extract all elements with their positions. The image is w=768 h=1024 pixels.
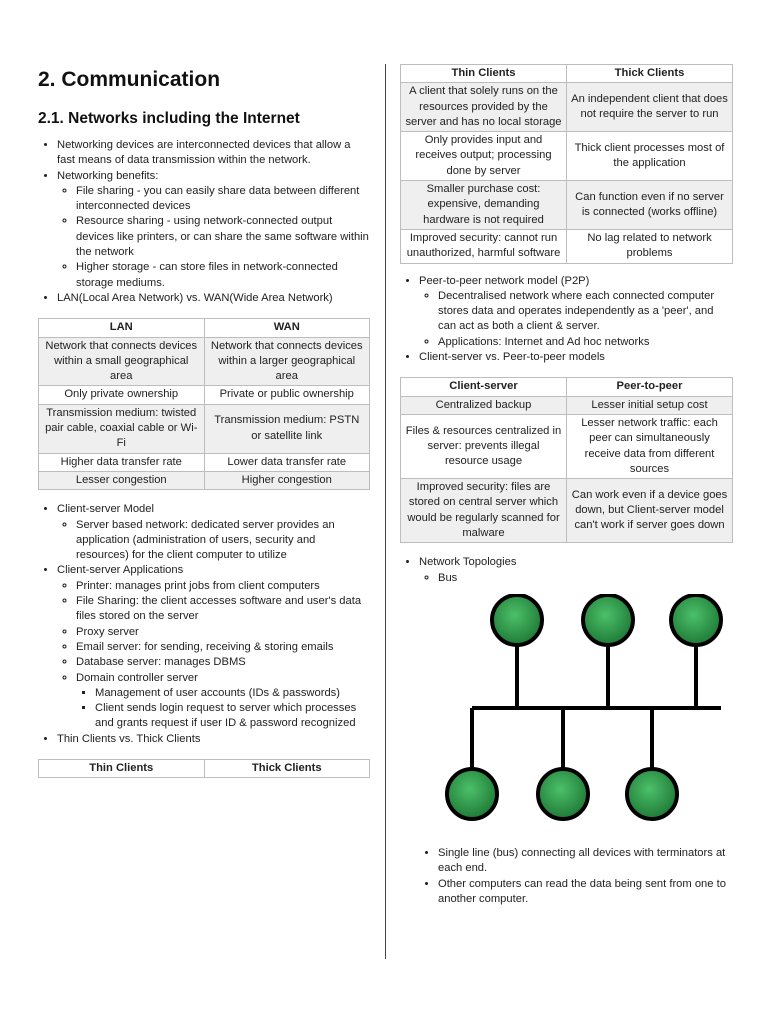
table-cell: Transmission medium: twisted pair cable, coaxial cable or Wi-Fi: [39, 404, 205, 453]
network-node: [538, 769, 588, 819]
page-title: 2. Communication: [38, 68, 221, 91]
topologies-list: [400, 555, 733, 586]
lan-wan-table: [38, 318, 370, 490]
list-item: • LAN(Local Area Network) vs. WAN(Wide Area Network): [57, 291, 370, 306]
table-cell: Improved security: cannot run unauthorized, harmful software: [401, 229, 567, 263]
list-item: • Network Topologies ◦ Bus: [419, 555, 733, 586]
list-item: ◦ Email server: for sending, receiving & storing emails: [76, 640, 370, 655]
table-cell: Improved security: files are stored on central server which would be regularly scanned for malware: [401, 479, 567, 543]
intro-list: [38, 138, 370, 306]
list-item: • Client-server vs. Peer-to-peer models: [419, 350, 733, 365]
table-cell: Files & resources centralized in server: prevents illegal resource usage: [401, 414, 567, 478]
table-cell: Network that connects devices within a small geographical area: [39, 337, 205, 386]
list-item: • Client-server Model ◦ Server based network: dedicated server provides an application (administration of users, security and resources) for the client computer to utilize: [57, 502, 370, 563]
table-header: Thick Clients: [204, 759, 370, 777]
left-column: [38, 64, 370, 778]
table-cell: Can work even if a device goes down, but Client-server model can't work if server goes down: [567, 479, 733, 543]
column-divider: [385, 64, 386, 959]
network-node: [492, 595, 542, 645]
list-item: ◦ Proxy server: [76, 625, 370, 640]
list-item: ◦ File sharing - you can easily share data between different interconnected devices: [76, 184, 370, 215]
table-cell: Lesser network traffic: each peer can simultaneously receive data from different sources: [567, 414, 733, 478]
client-server-list: [38, 502, 370, 747]
table-header: Thick Clients: [567, 65, 733, 83]
thin-thick-table: [400, 64, 733, 264]
network-node: [671, 595, 721, 645]
table-cell: A client that solely runs on the resources provided by the server and has no local storage: [401, 83, 567, 132]
table-cell: Only private ownership: [39, 386, 205, 404]
list-item: ▪ Client sends login request to server which processes and grants request if user ID & password recognized: [95, 701, 370, 732]
table-cell: An independent client that does not require the server to run: [567, 83, 733, 132]
table-cell: Higher congestion: [204, 471, 370, 489]
table-row: [401, 396, 733, 414]
table-row: [39, 337, 370, 386]
bus-notes-list: [400, 846, 733, 907]
list-item: • Peer-to-peer network model (P2P) ◦ Decentralised network where each connected computer stores data and operates independently as a 'peer', and can act as both a client & server. ◦ Applications: Internet and Ad hoc networks: [419, 274, 733, 350]
thin-thick-table-header: [38, 759, 370, 778]
list-item: ◦ Resource sharing - using network-connected output devices like printers, or can share the same software within the network: [76, 214, 370, 260]
list-item: ◦ Printer: manages print jobs from client computers: [76, 579, 370, 594]
benefits-list: [57, 184, 370, 291]
table-row: [401, 132, 733, 181]
list-item: ◦ Higher storage - can store files in network-connected storage mediums.: [76, 260, 370, 291]
list-item: • Other computers can read the data being sent from one to another computer.: [438, 877, 733, 908]
table-row: [39, 453, 370, 471]
table-header: Client-server: [401, 378, 567, 396]
table-cell: Lower data transfer rate: [204, 453, 370, 471]
table-cell: Network that connects devices within a larger geographical area: [204, 337, 370, 386]
table-header: Peer-to-peer: [567, 378, 733, 396]
list-item: • Thin Clients vs. Thick Clients: [57, 732, 370, 747]
table-cell: Only provides input and receives output; processing done by server: [401, 132, 567, 181]
table-cell: Lesser initial setup cost: [567, 396, 733, 414]
table-cell: Smaller purchase cost: expensive, demanding hardware is not required: [401, 181, 567, 230]
list-item: ◦ Applications: Internet and Ad hoc networks: [438, 335, 733, 350]
list-item: ◦ Decentralised network where each connected computer stores data and operates independently as a 'peer', and can act as both a client & server.: [438, 289, 733, 335]
table-cell: Centralized backup: [401, 396, 567, 414]
client-server-vs-p2p-table: [400, 377, 733, 543]
list-item: • Networking benefits: ◦ File sharing - you can easily share data between different interconnected devices ◦ Resource sharing - using network-connected output devices like printers, or can share the same software within the network ◦ Higher storage - can store files in network-connected storage mediums.: [57, 169, 370, 291]
table-header: WAN: [204, 319, 370, 337]
table-row: [39, 386, 370, 404]
right-column: [400, 64, 733, 907]
list-item: ◦ Server based network: dedicated server provides an application (administration of users, security and resources) for the client computer to utilize: [76, 518, 370, 564]
bus-topology-diagram: [438, 594, 728, 824]
list-item: ◦ File Sharing: the client accesses software and user's data files stored on the server: [76, 594, 370, 625]
list-item: • Networking devices are interconnected devices that allow a fast means of data transmission within the network.: [57, 138, 370, 169]
table-row: [401, 83, 733, 132]
table-cell: Thick client processes most of the application: [567, 132, 733, 181]
table-cell: Can function even if no server is connected (works offline): [567, 181, 733, 230]
table-row: [39, 404, 370, 453]
table-cell: No lag related to network problems: [567, 229, 733, 263]
network-node: [627, 769, 677, 819]
table-header: Thin Clients: [39, 759, 205, 777]
table-row: [401, 181, 733, 230]
table-cell: Lesser congestion: [39, 471, 205, 489]
list-item: ◦ Domain controller server ▪ Management of user accounts (IDs & passwords) ▪ Client sends login request to server which processes and grants request if user ID & password recognized: [76, 671, 370, 732]
table-header: Thin Clients: [401, 65, 567, 83]
table-row: [401, 414, 733, 478]
list-item: • Client-server Applications ◦ Printer: manages print jobs from client computers ◦ File Sharing: the client accesses software and user's data files stored on the server ◦ Proxy server ◦ Email server: for sending, receiving & storing emails ◦ Database server: manages DBMS ◦ Domain controller server ▪ Management of user accounts (IDs & passwords) ▪ Client sends login request to server which processes and grants request if user ID & password recognized: [57, 563, 370, 731]
table-cell: Transmission medium: PSTN or satellite link: [204, 404, 370, 453]
section-title: 2.1. Networks including the Internet: [38, 110, 300, 127]
list-item: ◦ Bus: [438, 571, 733, 586]
table-header: LAN: [39, 319, 205, 337]
list-item: • Single line (bus) connecting all devices with terminators at each end.: [438, 846, 733, 877]
table-row: [39, 471, 370, 489]
table-row: [401, 229, 733, 263]
table-cell: Higher data transfer rate: [39, 453, 205, 471]
list-item: ▪ Management of user accounts (IDs & passwords): [95, 686, 370, 701]
table-row: [401, 479, 733, 543]
p2p-list: [400, 274, 733, 366]
network-node: [583, 595, 633, 645]
network-node: [447, 769, 497, 819]
list-item: ◦ Database server: manages DBMS: [76, 655, 370, 670]
table-cell: Private or public ownership: [204, 386, 370, 404]
